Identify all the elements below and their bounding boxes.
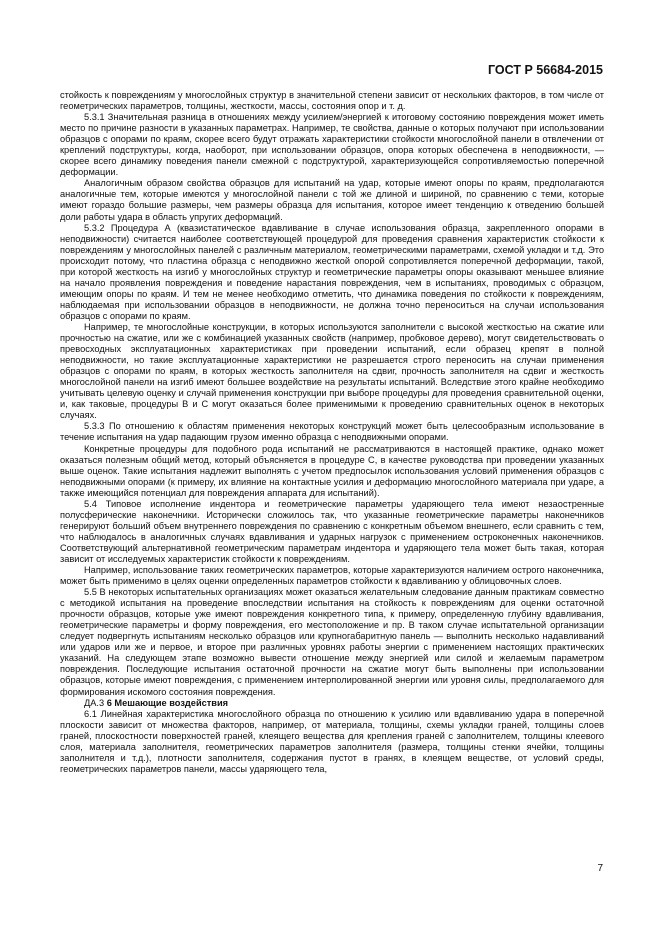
paragraph-5-3-3: 5.3.3 По отношению к областям применения некоторых конструкций может быть целесообразным использование в течение испытания на удар падающим грузом именно образца с неподвижными опорами. bbox=[60, 421, 604, 443]
document-header: ГОСТ Р 56684-2015 bbox=[487, 63, 603, 77]
paragraph-5-4: 5.4 Типовое исполнение индентора и геометрические параметры ударяющего тела имеют незаостренные полусферические наконечники. Исторически сложилось так, что указанные геометрические параметры наконечников генерируют больший объем внутреннего повреждения по сравнению с конкретным объемом внешнего, если сравнить с тем, что наблюдалось в аналогичных случаях вдавливания и ударных нагрузок с применением остроконечных наконечников. Соответствующий альтернативной геометрическим параметрам индентора и ударяющего тела может быть такая, которая зависит от исследуемых характеристик стойкости к повреждениям. bbox=[60, 498, 604, 564]
paragraph: Например, использование таких геометрических параметров, которые характеризуются наличием острого наконечника, может быть применимо в целях оценки определенных параметров стойкости к вдавливанию у облицовочных слоев. bbox=[60, 565, 604, 587]
paragraph: Конкретные процедуры для подобного рода испытаний не рассматриваются в настоящей практике, однако может оказаться полезным общий метод, который объясняется в процедуре С, в качестве руководства при проведении указанных выше оценок. Такие испытания надлежит выполнять с учетом предпосылок использования условий применения образцов с неподвижными опорами (к примеру, их влияние на контактные усилия и деформацию многослойного материала при ударе, а также имеющийся потенциал для повреждения аппарата для испытаний). bbox=[60, 443, 604, 498]
paragraph: Например, те многослойные конструкции, в которых используются заполнители с высокой жесткостью на сжатие или прочностью на сжатие, или же с комбинацией указанных свойств (например, пробковое дерево), могут свидетельствовать о превосходных эксплуатационных характеристиках при проведении испытаний, если образец крепят в полной неподвижности, но такие эксплуатационные характеристики не разрешается строго переносить на случаи применения образцов с опорами по краям, в которых жесткость заполнителя на сдвиг, прочность заполнителя на сдвиг и жесткость многослойной панели на изгиб имеют большее воздействие на результаты испытаний. Вследствие этого крайне необходимо учитывать целевую оценку и случай применения конструкции при выборе процедуры для проведения сравнительной оценки, и, как таковые, процедуры В и С могут оказаться более применимыми к проведению сравнительных оценок в некоторых случаях. bbox=[60, 321, 604, 421]
paragraph: Аналогичным образом свойства образцов для испытаний на удар, которые имеют опоры по краям, предполагаются аналогичные тем, которые имеются у многослойной панели с той же длиной и шириной, по сравнению с теми, которые имеют гораздо большие размеры, чем размеры образца для испытания, которое имеет тенденцию к отведению большей доли работы удара в область упругих деформаций. bbox=[60, 178, 604, 222]
paragraph-6-1: 6.1 Линейная характеристика многослойного образца по отношению к усилию или вдавливанию удара в поперечной плоскости зависит от множества факторов, например, от материала, толщины, схемы укладки граней, толщины слоев граней, плоскостности поверхностей граней, клеящего вещества для крепления граней с заполнителем, толщины клеевого слоя, материала заполнителя, геометрических параметров заполнителя (размера, толщины стенки ячейки, толщины заполнителя и т.д.), плотности заполнителя, содержания пустот в гранях, в клеящем веществе, от условий среды, геометрических параметров панели, массы ударяющего тела, bbox=[60, 708, 604, 774]
section-heading bbox=[60, 698, 604, 709]
page-number: 7 bbox=[597, 863, 603, 874]
section-heading-prefix: ДА.3 bbox=[84, 697, 107, 708]
body-text bbox=[60, 90, 604, 775]
paragraph-5-3-2: 5.3.2 Процедура А (квазистатическое вдавливание в случае использования образца, закрепленного опорами в неподвижности) считается наиболее соответствующей процедурой для проведения сравнения характеристик стойкости к повреждениям у многослойных панелей с различным материалом, геометрическими параметрами, схемой укладки и т.д. Это происходит потому, что пластина образца с неподвижно жесткой опорой сопротивляется поперечной деформации, такой, при которой жесткость на изгиб у многослойных структур и геометрические параметры опоры оказывают меньшее влияние на начало проявления повреждения и поведение нарастания повреждения, чем в испытаниях, проводимых с образцом, имеющим опоры по краям. И тем не менее необходимо отметить, что динамика поведения по стойкости к повреждениям, наблюдаемая при использовании образцов в неподвижности, не должна точно переноситься на случаи использования образцов с опорами по краям. bbox=[60, 222, 604, 321]
paragraph-continuation: стойкость к повреждениям у многослойных структур в значительной степени зависит от нескольких факторов, в том числе от геометрических параметров, толщины, жесткости, массы, состояния опор и т. д. bbox=[60, 90, 604, 112]
paragraph-5-5: 5.5 В некоторых испытательных организациях может оказаться желательным следование данным практикам совместно с методикой испытания на проведение впоследствии испытания на стойкость к повреждениям для оценки остаточной прочности образцов, которые уже имеют повреждения конкретного типа, к примеру, определенную глубину вдавливания, геометрические параметры и форму повреждения, его местоположение и пр. В таком случае испытательной организации следует подвергнуть испытаниям несколько образцов или крупногабаритную панель — выполнить несколько надавливаний или ударов или же и первое, и второе при различных уровнях работы энергии с применением настоящих практических указаний. На следующем этапе возможно вывести отношение между энергией или силой и желаемым параметром повреждения. Последующие испытания остаточной прочности на сжатие могут быть выполнены при использовании образцов, которые имеют повреждения, с применением интерполированной энергии или уровня силы, предполагаемого для формирования искомого состояния повреждения. bbox=[60, 587, 604, 697]
section-heading-title: 6 Мешающие воздействия bbox=[106, 697, 229, 708]
paragraph-5-3-1: 5.3.1 Значительная разница в отношениях между усилием/энергией к итоговому состоянию повреждения может иметь место по причине разности в указанных параметрах. Например, те свойства, данные о которых получают при использовании образцов с опорами по краям, скорее всего будут отражать характеристики стойкости многослойной панели в отвлечении от креплений подструктуры, когда, наоборот, при использовании образцов, опора которых обеспечена в неподвижности, —скорее всего динамику поведения панели смежной с подструктурой, характеризующейся сопротивляемостью поперечной деформации. bbox=[60, 112, 604, 178]
